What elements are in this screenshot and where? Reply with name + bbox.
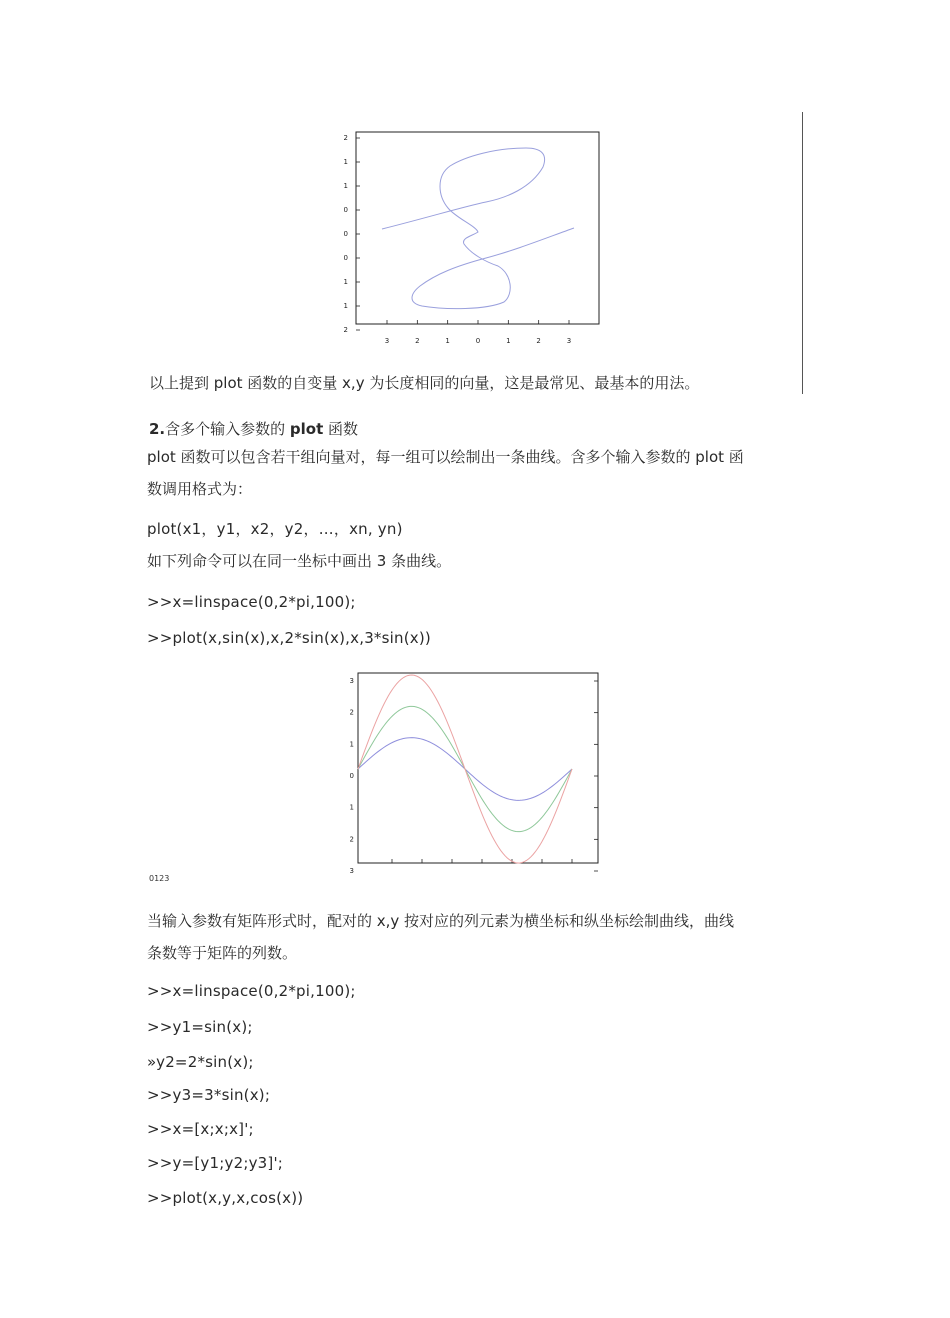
fig1-x-tick-label: 2 [536,337,541,345]
margin-rule [802,112,803,394]
fig1-y-tick-label: 0 [343,254,348,262]
fig2-y-tick-label: 3 [349,677,354,685]
code2-line-5: >>x=[x;x;x]'; [147,1120,254,1138]
code2-line-3: »y2=2*sin(x); [147,1053,254,1071]
fig2-y-tick-label: 1 [349,740,354,749]
fig2-y-tick-label: 2 [349,708,354,717]
fig1-x-tick-label: 1 [445,337,450,345]
fig1-y-tick-label: 1 [343,182,348,190]
paragraph-3: 如下列命令可以在同一坐标中画出 3 条曲线。 [147,552,452,570]
paragraph-4-line-1: 当输入参数有矩阵形式时，配对的 x,y 按对应的列元素为横坐标和纵坐标绘制曲线，曲线 [147,912,735,930]
figure-1-plot [336,126,608,348]
fig1-x-tick-label: 2 [415,337,420,345]
code2-line-1: >>x=linspace(0,2*pi,100); [147,982,356,1000]
code2-line-2: >>y1=sin(x); [147,1018,253,1036]
figure-2-plot [340,668,606,880]
code1-line-1: >>x=linspace(0,2*pi,100); [147,593,356,611]
fig2-x-caption: 0123 [149,874,170,883]
code2-line-7: >>plot(x,y,x,cos(x)) [147,1189,304,1207]
paragraph-4-line-2: 条数等于矩阵的列数。 [147,944,298,962]
fig1-axes-box [356,132,599,324]
fig1-y-tick-label: 1 [343,302,348,310]
heading-post: 函数 [323,420,359,438]
fig2-axes-box [358,673,598,863]
code1-line-2: >>plot(x,sin(x),x,2*sin(x),x,3*sin(x)) [147,629,431,647]
fig1-y-tick-label: 1 [343,278,348,286]
fig2-y-tick-label: 1 [349,803,354,812]
fig1-x-tick-label: 1 [506,337,511,345]
fig1-y-tick-label: 0 [343,206,348,214]
fig1-x-tick-label: 0 [475,337,481,345]
fig1-y-tick-label: 0 [343,230,348,238]
fig1-y-tick-label: 2 [343,134,348,142]
fig1-y-tick-label: 1 [343,158,348,166]
fig1-x-tick-label: 3 [566,337,572,345]
code2-line-4: >>y3=3*sin(x); [147,1086,271,1104]
fig1-x-tick-label: 3 [384,337,390,345]
paragraph-2-line-2: 数调用格式为： [147,480,253,498]
paragraph-2-line-1: plot 函数可以包含若干组向量对，每一组可以绘制出一条曲线。含多个输入参数的 plot 函 [147,448,744,466]
fig1-y-tick-label: 2 [343,326,348,334]
code2-line-6: >>y=[y1;y2;y3]'; [147,1154,284,1172]
syntax-line: plot(x1，y1，x2，y2，…，xn, yn) [147,520,403,538]
heading-bold: plot [289,420,324,438]
heading-number: 2. [149,420,166,438]
paragraph-1: 以上提到 plot 函数的自变量 x,y 为长度相同的向量，这是最常见、最基本的用法。 [149,374,700,392]
fig2-y-tick-label: 2 [349,835,354,844]
fig2-y-tick-label: 3 [349,867,354,875]
heading-pre: 含多个输入参数的 [165,420,290,438]
fig2-y-tick-label: 0 [349,772,354,780]
section-heading-2 [149,418,358,439]
